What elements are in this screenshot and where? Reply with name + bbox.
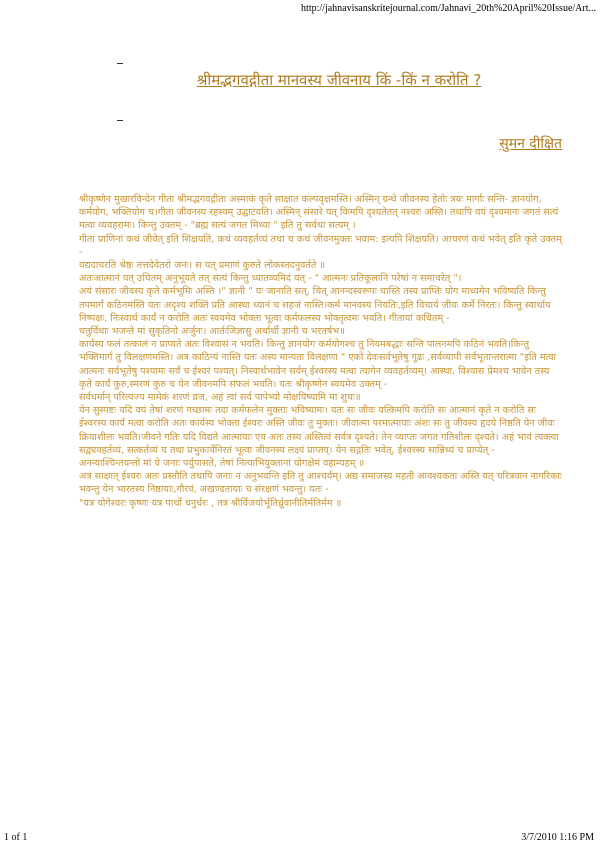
bullet-dash-2: [117, 120, 123, 121]
paragraph: श्रीकृष्णेन मुखारविन्देन गीता श्रीमद्भगवद्गीता अस्माकं कृते साक्षात कल्पवृक्षमस्ति। अस्मिन् ग्रन्थे जीवनस्य हेतोः त्रयः मार्गाः सन्ति- ज्ञानयोग, कर्मयोग, भक्तियोग च।गीता जीवनस्य रहस्यम् उद्घाटयति। अस्मिन् संसारे यत् किमपि दृश्यतेतत् नश्वरः अस्ति। तथापि वयं दृश्यमानः जगतं सत्यं मत्वा व्यवहरामः। किन्तु उक्तम् - "ब्रह्म सत्यं जगत मिथ्या " इति तु सर्वथा सत्यम् ।: [79, 194, 559, 232]
article-title[interactable]: श्रीमद्भगवद्गीता मानवस्य जीवनाय किं -किं न करोति ?: [196, 71, 482, 89]
verse: यद्यदाचरति श्रेष्ठः तत्तदेवेतरो जनः। स यत् प्रमाणं कुरुते लोकस्तदनुवर्तते ॥: [79, 260, 326, 272]
verse: अनन्याश्चिन्तयन्तो मां ये जनाः पर्युपासते, तेषां नित्याभियुक्तानां योगक्षेमं वहाम्यहम् ॥: [79, 458, 365, 470]
paragraph: अयं संसारः जीवस्य कृते कर्मभूमिः अस्ति ।" ज्ञानी " यः जानाति सत्, चित् आनन्दस्वरूपः चास्ति तस्य प्राप्तिः योग माध्यमेन भविष्यति किन्तु तपमार्गं कठिनमस्ति यतः अदृश्य शक्तिं प्रति आस्था ध्यानं च सहजं नास्ति।कर्म मानवस्य नियतिः,इति विचार्य जीवः कर्मे निरतः। किन्तु स्वार्थाय निष्पक्षः, निःस्वार्थ कार्यं न करोति अतः स्वयमेव भोक्ता भूत्वा कर्मफलस्य भोक्तृत्वमः भवति। गीतायां कथितम् -: [79, 286, 551, 324]
paragraph: गीता प्राणिनां कथं जीवेत् इति शिक्षयति, कथं व्यवहर्तव्यं तथा च कथं जीवनमुक्तः भवाम: इत्यपि शिक्षयति। आचरणं कथं भवेत् इति कृते उक्तम् -: [79, 233, 562, 258]
paragraph: कार्यस्य फलं तत्कालं न प्राप्यते अतः विश्वासं न भवति। किन्तु ज्ञानयोग कर्मयोगश्च तु नियमबद्धाः सन्ति पालनमपि कठिनं भवति।किन्तु भक्तिमार्गं तु विलक्षणमस्ति। अत्र काठिन्यं नास्ति यतः अस्य मान्यता विलक्षणा " एको देवःसर्वभूतेषु गूढः ,सर्वव्यापी सर्वभूतान्तरात्मा "इति मत्वा आत्मनः सर्वभूतेषु पश्यामः सर्वं च ईश्वरं पश्यत्। निस्वार्थभावेन सर्वम् ईश्वरस्य मत्वा त्यागेन व्यवहर्तव्यम्। आस्था, विश्वास प्रेमश्च भावेन तस्य कृते कार्यं कुरु,स्मरणं कुरु च येन जीवनमपि सफलं भवति। यतः श्रीकृष्णेन स्वयमेव उक्तम् -: [79, 339, 557, 390]
bullet-dash-1: [117, 63, 123, 64]
print-datetime: 3/7/2010 1:16 PM: [521, 832, 594, 843]
paragraph: अतःआत्मानं यत् उचितम् अनुभूयते तत् सत्यं किन्तु ध्यातव्यमिदं यत् - " आत्मनः प्रतिकूलानि परेषां न समाचरेत् "।: [79, 273, 462, 285]
verse: चतुर्विधाः भजन्ते मां सुकृतिनो अर्जुनः। आर्तःजिज्ञासु अर्थार्थी ज्ञानी च भरतर्षभ॥: [79, 326, 345, 338]
verse: "यत्र योगेश्वरः कृष्णः यत्र पार्थो धनुर्धरः , तत्र श्रीर्विजयोर्भूतिर्ध्रुवानीतिर्मतिर्मम ॥: [79, 497, 342, 509]
article-author[interactable]: सुमन दीक्षित: [499, 136, 562, 152]
paragraph: येन सुस्पष्टः यदि वयं तेषां शरणं गच्छामः तदा कर्मफलेन मुक्ताः भविष्यामः। यतः सः जीवः यत्किमपि करोति सः आत्मानं कृते न करोति सः ईश्वरस्य कार्यं मत्वा करोति अतः कार्यस्य भोक्ता ईश्वरः अस्ति जीवः तु मुक्तः। जीवात्मा परमात्मायाः अंशः सः तु जीवस्य हृदये निष्ठति येन जीवः क्रियाशीलः भवति।जीवने गतिः यदि विद्यते आत्मायाः एव अतः तस्य अस्तित्वं सर्वत्र दृश्यते। तेन व्याप्तः जगत गतिशीलः दृश्यते। अहं भावं त्यक्त्वा सद्व्यवहर्तव्यं, सत्कर्तव्यं च तथा प्रभुकार्येनिरतं भूत्वा जीवनस्य लक्ष्यं प्राप्तव्। येन सद्गतिः भवेत्, ईश्वरस्य सान्निध्यं च प्राप्येत् -: [79, 405, 559, 456]
verse: सर्वधर्मान् परित्यज्य मामेकं शरणं व्रज, अहं त्वां सर्व पापेभ्यो मोक्षयिष्यामि मा शुचः॥: [79, 392, 361, 404]
print-header-url: http://jahnavisanskritejournal.com/Jahnavi_20th%20April%20Issue/Art...: [301, 3, 596, 14]
page-count: 1 of 1: [4, 832, 28, 843]
article-body: [79, 193, 562, 510]
paragraph: अत्र साक्षात् ईश्वरः अतः प्रस्तौति तथापि जनाः न अनुभवन्ति इति तु आश्चर्यम्। अद्य समाजस्य महती आवश्यकता अस्ति यत् चरित्रवान नागरिकाः भवन्तु येन भारतस्य निष्ठायाः,गौरवं, अखण्डतायाः च संरक्षणं भवन्तु। यतः -: [79, 471, 562, 496]
